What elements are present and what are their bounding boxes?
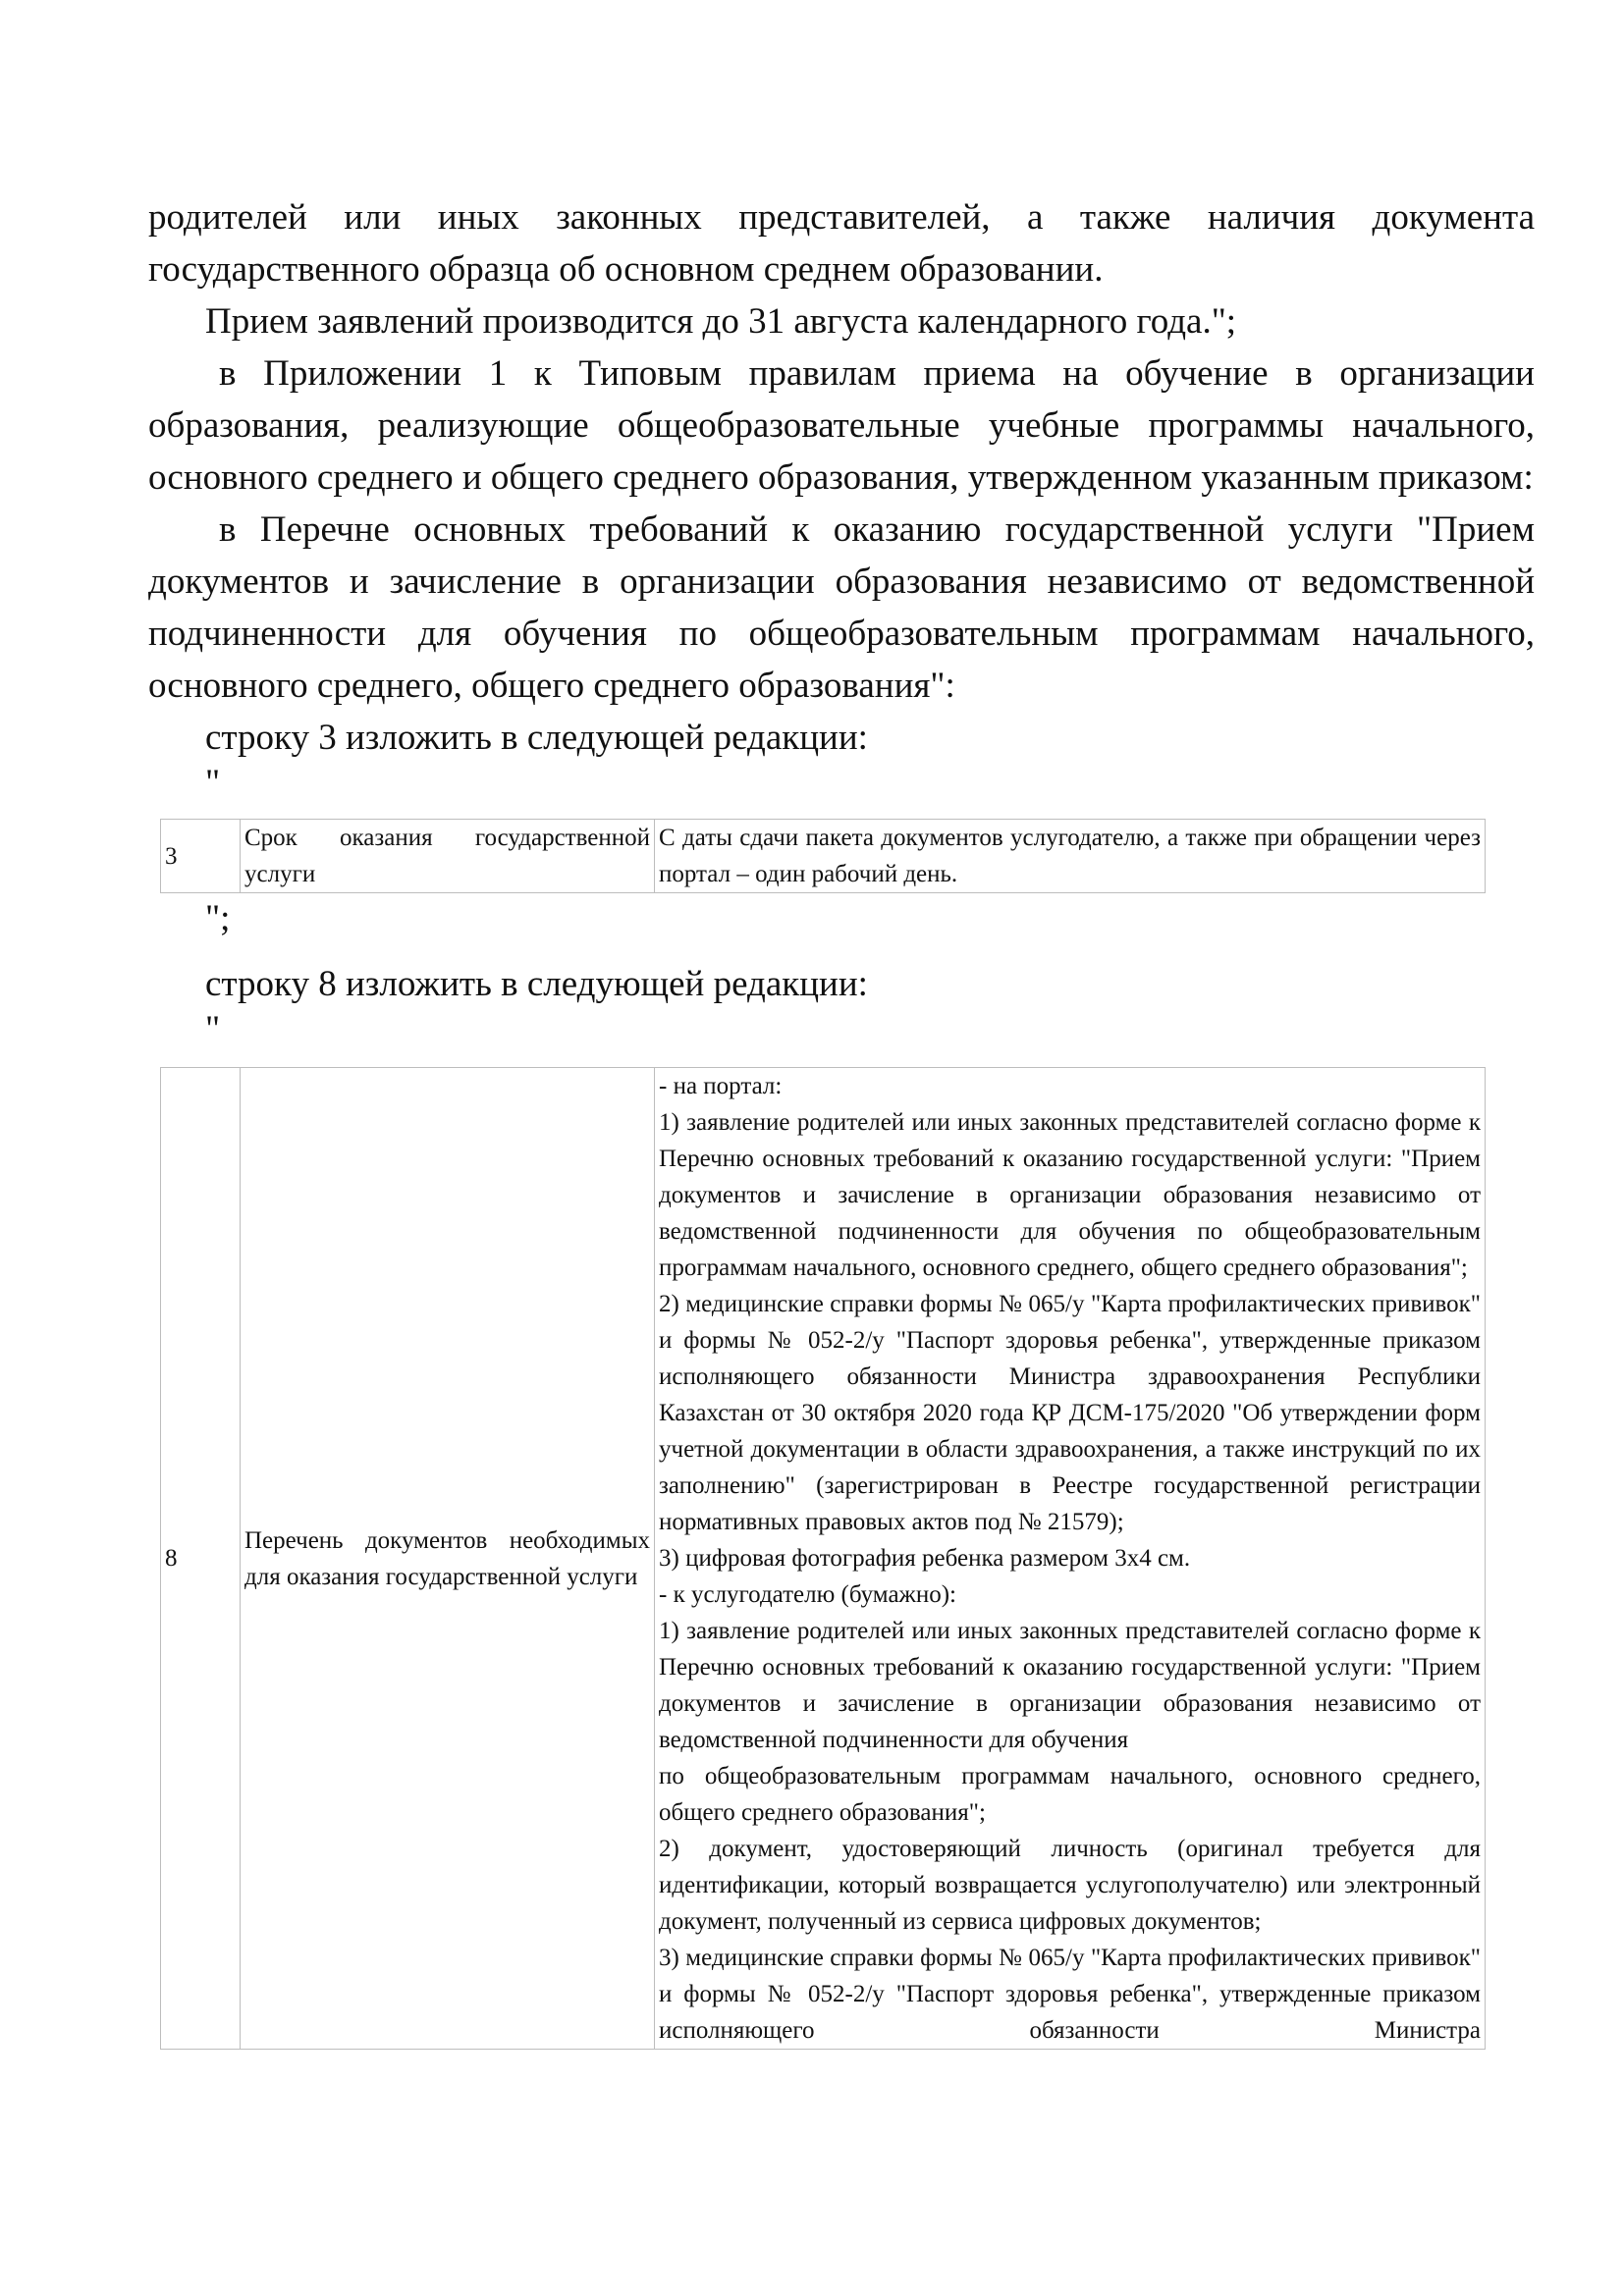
row-number: 3: [161, 820, 241, 893]
table-row-3: [160, 819, 1486, 893]
list-item: по общеобразовательным программам начального, основного среднего, общего среднего образования";: [659, 1763, 1481, 1826]
table-row-8: [160, 1067, 1486, 2050]
row-value: С даты сдачи пакета документов услугодателю, а также при обращении через портал – один рабочий день.: [655, 820, 1486, 893]
list-item: 2) документ, удостоверяющий личность (оригинал требуется для идентификации, который возвращается услугополучателю) или электронный документ, полученный из сервиса цифровых документов;: [659, 1836, 1481, 1935]
paragraph-row8-intro: строку 8 изложить в следующей редакции:: [205, 964, 868, 1004]
paragraph-row3-intro: строку 3 изложить в следующей редакции:: [205, 718, 868, 758]
document-page: [148, 191, 1535, 2050]
list-item: 3) цифровая фотография ребенка размером 3х4 см.: [659, 1545, 1191, 1572]
paragraph-appendix: в Приложении 1 к Типовым правилам приема на обучение в организации образования, реализующие общеобразовательные учебные программы начального, основного среднего и общего среднего образования, утвержденном указанным приказом:: [148, 353, 1535, 498]
paragraph-deadline: Прием заявлений производится до 31 августа календарного года.";: [205, 301, 1237, 342]
paragraph-list-requirements: в Перечне основных требований к оказанию государственной услуги "Прием документов и зачисление в организации образования независимо от ведомственной подчиненности для обучения по общеобразовательным программам начального, основного среднего, общего среднего образования":: [148, 509, 1535, 706]
row-value: [655, 1068, 1486, 2050]
list-item: 3) медицинские справки формы № 065/у "Карта профилактических прививок" и формы № 052-2/у "Паспорт здоровья ребенка", утвержденные приказом исполняющего обязанности Министра: [659, 1945, 1481, 2044]
table-row: [161, 820, 1486, 893]
row-number: 8: [161, 1068, 241, 2050]
open-quote: ": [205, 763, 221, 803]
list-item: 2) медицинские справки формы № 065/у "Карта профилактических прививок" и формы № 052-2/у "Паспорт здоровья ребенка", утвержденные приказом исполняющего обязанности Министра здравоохранения Республики Казахстан от 30 октября 2020 года ҚР ДСМ-175/2020 "Об утверждении форм учетной документации в области здравоохранения, а также инструкций по их заполнению" (зарегистрирован в Реестре государственной регистрации нормативных правовых актов под № 21579);: [659, 1291, 1481, 1535]
table-row: [161, 1068, 1486, 2050]
list-item: 1) заявление родителей или иных законных представителей согласно форме к Перечню основных требований к оказанию государственной услуги: "Прием документов и зачисление в организации образования независимо от ведомственной подчиненности для обучения: [659, 1618, 1481, 1753]
row-name: Срок оказания государственной услуги: [241, 820, 655, 893]
paragraph-continuation: [148, 191, 1535, 295]
list-item: - к услугодателю (бумажно):: [659, 1581, 956, 1608]
paragraph-line: государственного образца об основном среднем образовании.: [148, 249, 1104, 290]
row-name: Перечень документов необходимых для оказания государственной услуги: [241, 1068, 655, 2050]
list-item: - на портал:: [659, 1073, 783, 1099]
close-quote: ";: [205, 898, 231, 938]
paragraph-line: родителей или иных законных представителей, а также наличия документа: [148, 197, 1535, 238]
open-quote: ": [205, 1009, 221, 1049]
list-item: 1) заявление родителей или иных законных представителей согласно форме к Перечню основных требований к оказанию государственной услуги: "Прием документов и зачисление в организации образования независимо от ведомственной подчиненности для обучения по общеобразовательным программам начального, основного среднего, общего среднего образования";: [659, 1109, 1481, 1281]
